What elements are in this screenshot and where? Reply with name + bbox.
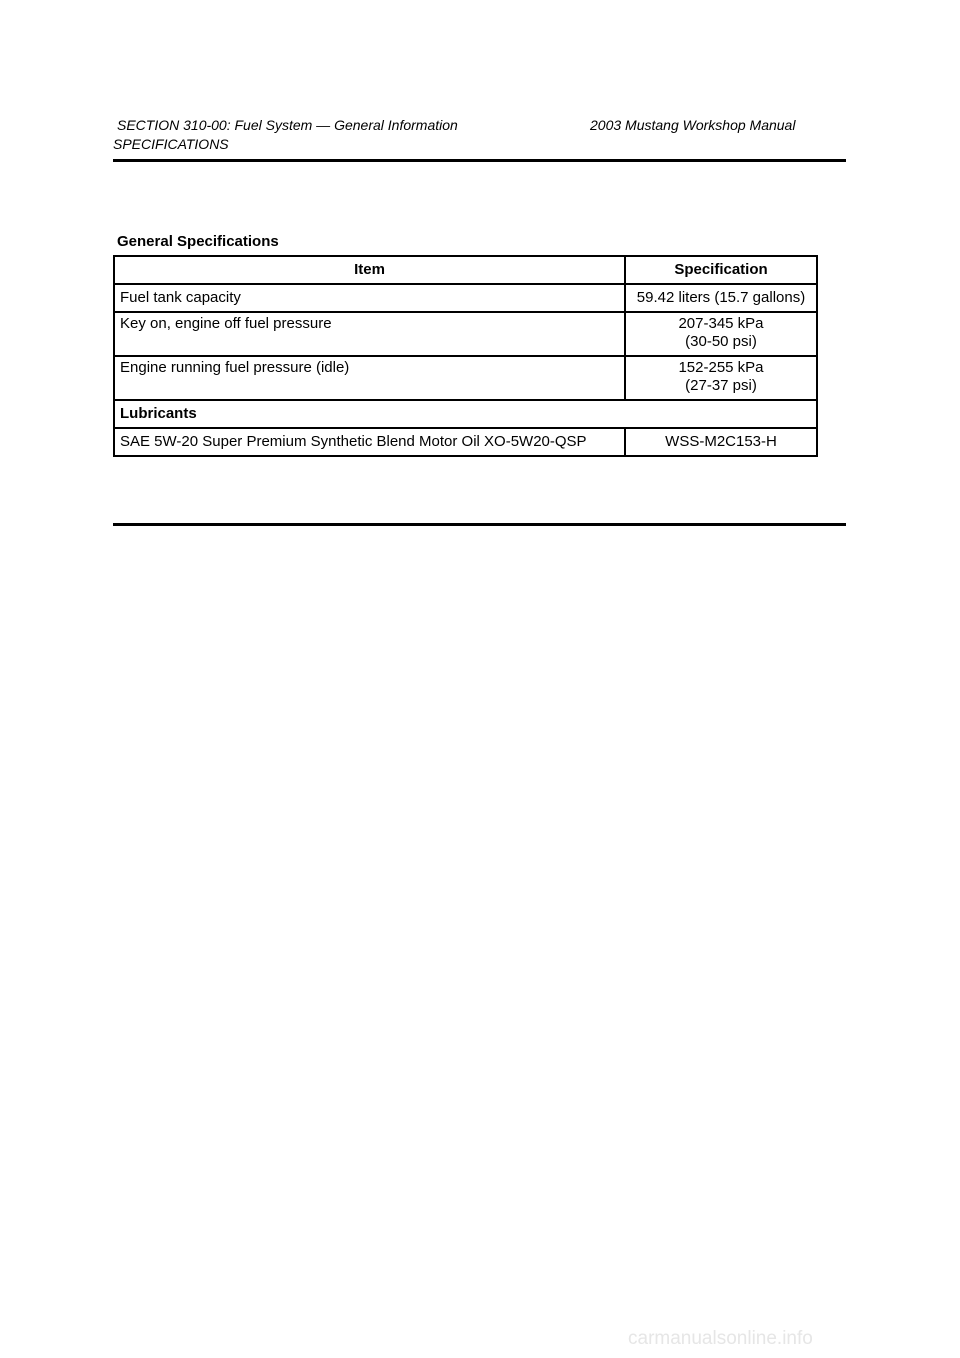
item-cell: SAE 5W-20 Super Premium Synthetic Blend Motor Oil XO-5W20-QSP [114,428,625,456]
watermark-text: carmanualsonline.info [628,1328,813,1349]
table-row [114,284,817,312]
item-cell: Fuel tank capacity [114,284,625,312]
spec-cell [625,356,817,400]
table-row [114,356,817,400]
table-row [114,428,817,456]
group-label: Lubricants [114,400,817,428]
spec-cell [625,312,817,356]
spec-value-psi: (27-37 psi) [685,377,757,394]
column-header-specification: Specification [625,256,817,284]
spec-value-kpa: 207-345 kPa [678,315,764,332]
group-row-lubricants [114,400,817,428]
spec-value-psi: (30-50 psi) [685,333,757,350]
column-header-item: Item [114,256,625,284]
subsection-title: SPECIFICATIONS [113,136,229,152]
table-title: General Specifications [117,233,279,250]
header-divider [113,159,846,162]
item-cell: Key on, engine off fuel pressure [114,312,625,356]
table-header-row [114,256,817,284]
manual-title: 2003 Mustang Workshop Manual [590,117,796,133]
specifications-table [113,255,818,457]
item-cell: Engine running fuel pressure (idle) [114,356,625,400]
section-title: SECTION 310-00: Fuel System — General Information [117,117,458,133]
spec-cell: 59.42 liters (15.7 gallons) [625,284,817,312]
spec-value-kpa: 152-255 kPa [678,359,764,376]
footer-divider [113,523,846,526]
table-row [114,312,817,356]
spec-cell: WSS-M2C153-H [625,428,817,456]
